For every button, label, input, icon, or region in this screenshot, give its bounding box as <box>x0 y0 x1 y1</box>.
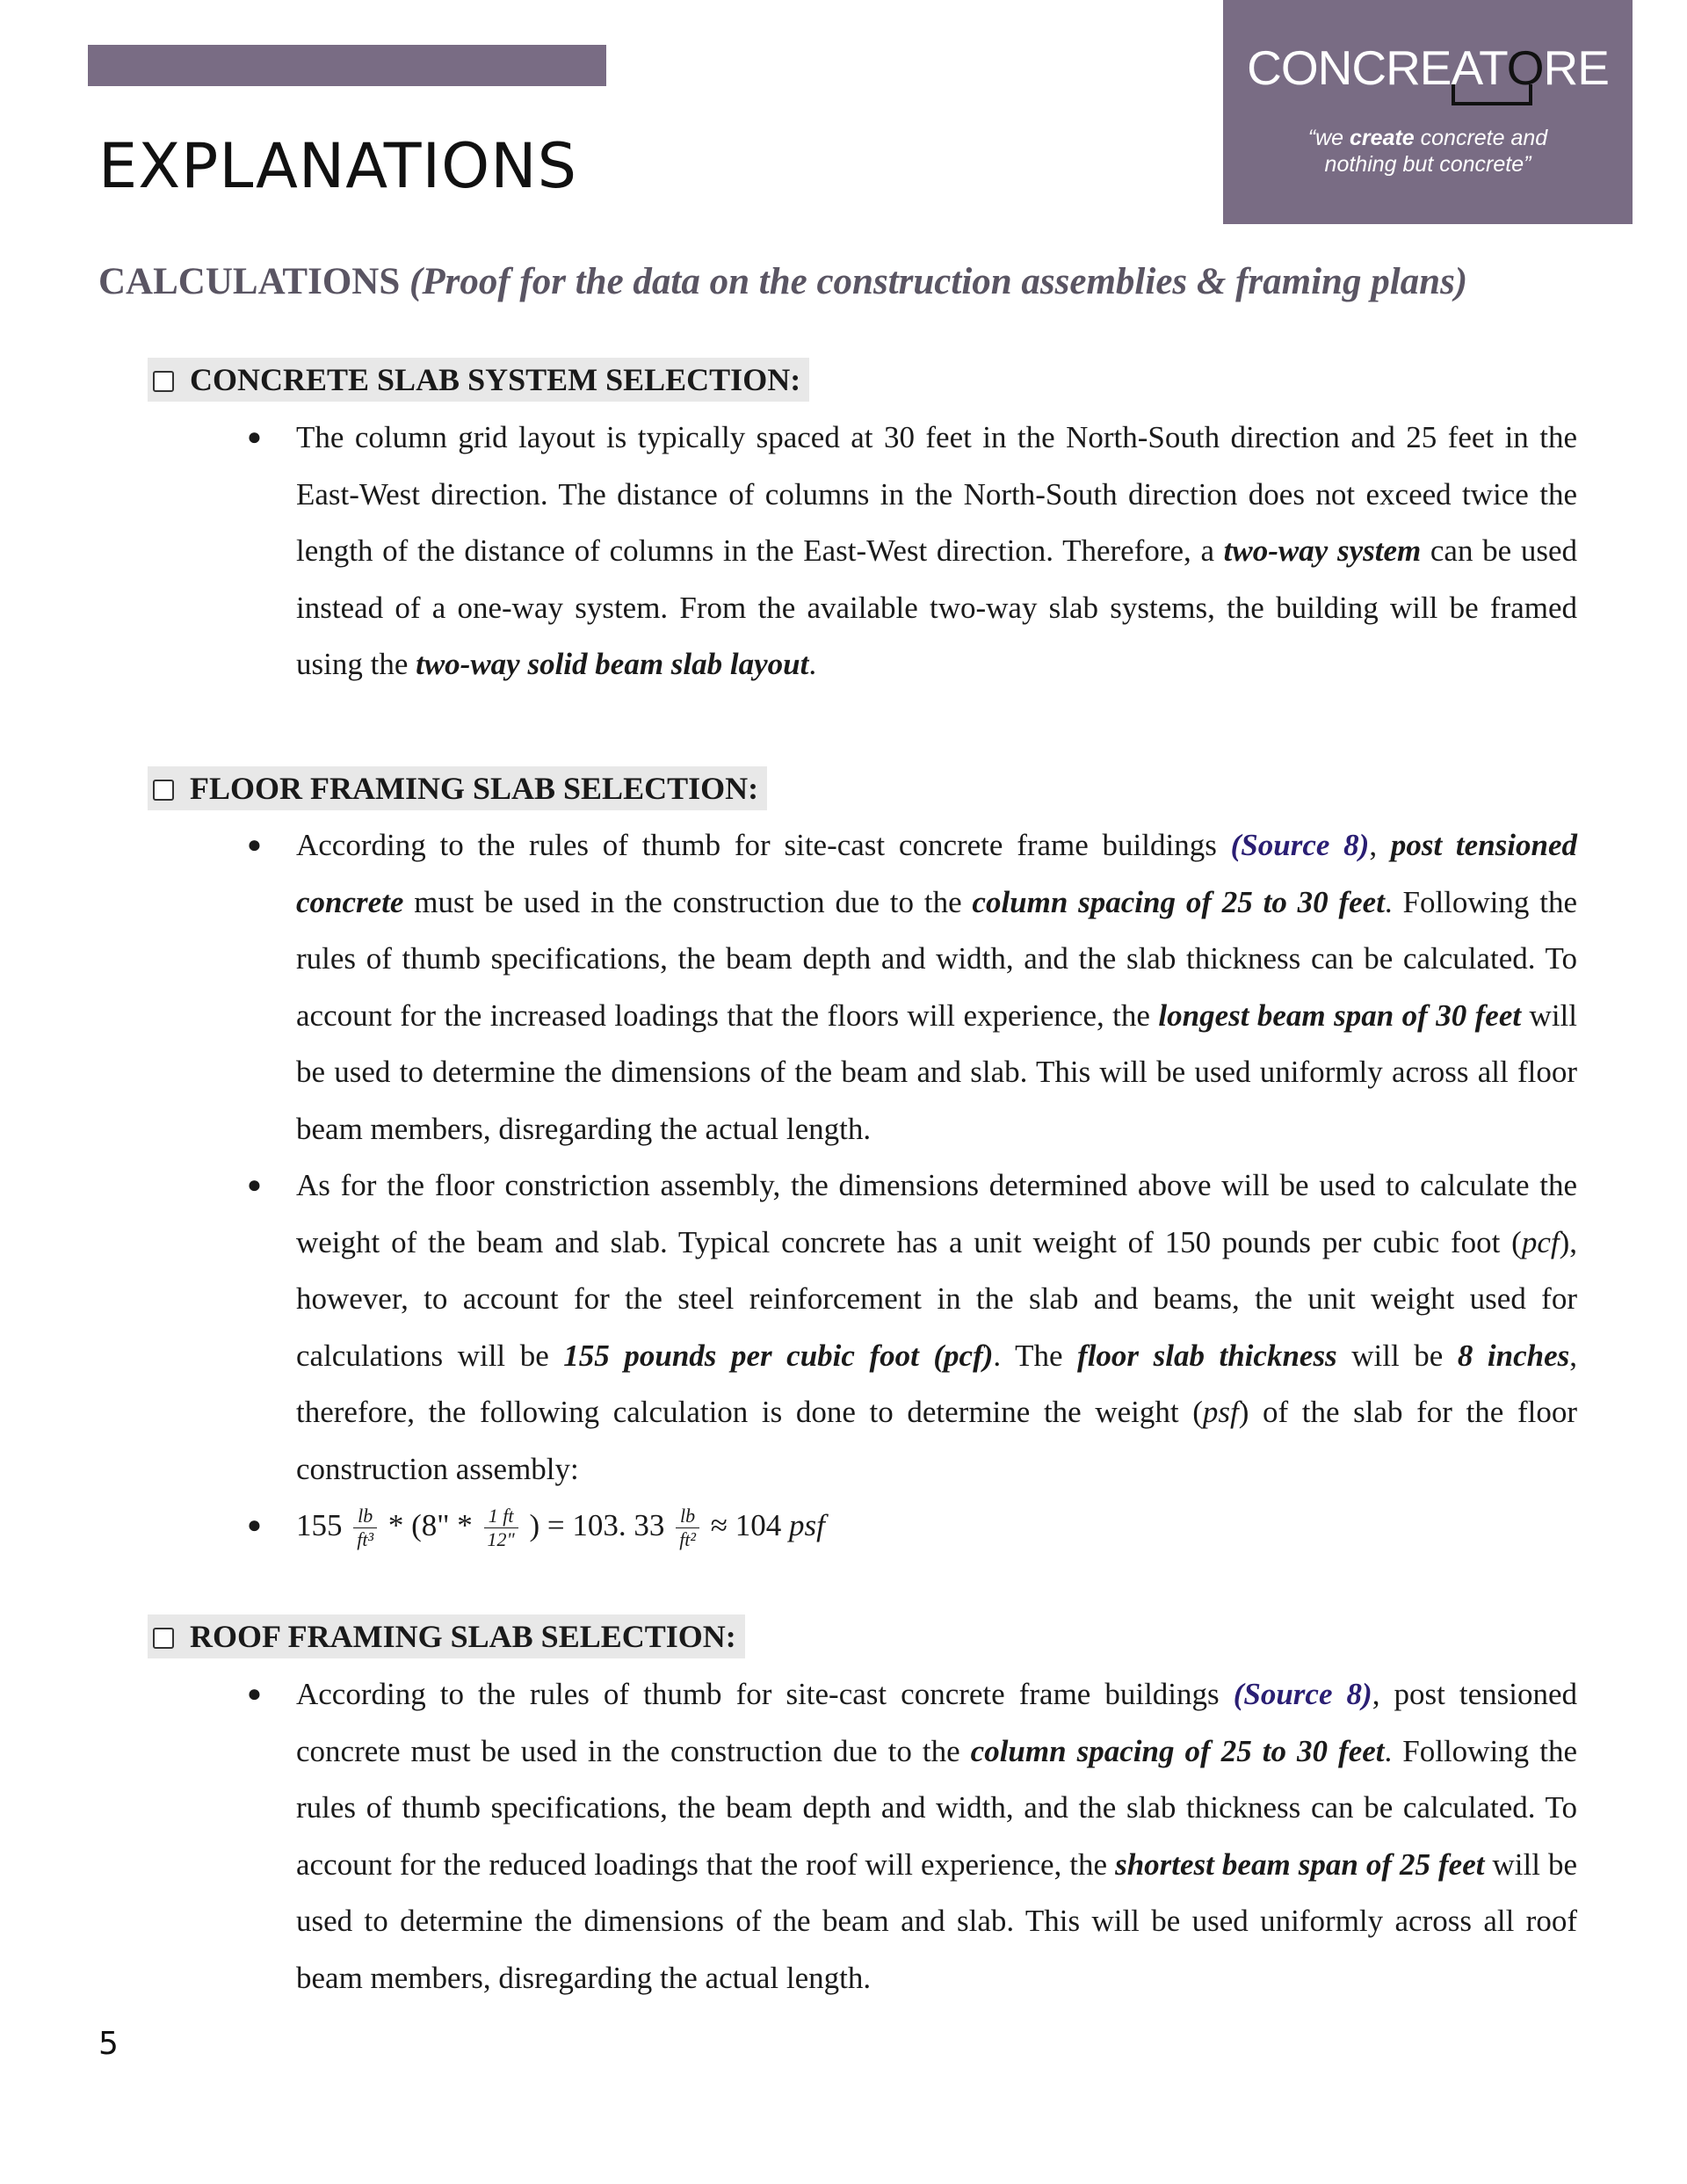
concreatore-logo <box>1223 0 1633 224</box>
section-heading-roof-framing: ROOF FRAMING SLAB SELECTION: <box>148 1614 745 1658</box>
concrete-slab-list <box>233 410 1577 693</box>
checkbox-icon <box>153 780 174 801</box>
header-accent-bar <box>88 45 606 86</box>
list-item: ● The column grid layout is typically spaced at 30 feet in the North-South direction and 25 feet in the East-West direction. The distance of columns in the North-South direction does not exceed twice the length of the distance of columns in the East-West direction. Therefore, a two-way system can be used instead of a one-way system. From the available two-way slab systems, the building will be framed using the two-way solid beam slab layout. <box>233 410 1577 693</box>
page-number: 5 <box>98 2026 119 2062</box>
section-heading-floor-framing: FLOOR FRAMING SLAB SELECTION: <box>148 766 767 810</box>
checkbox-icon <box>153 1628 174 1649</box>
checkbox-icon <box>153 371 174 392</box>
list-item: ● As for the floor constriction assembly, the dimensions determined above will be used to calculate the weight of the beam and slab. Typical concrete has a unit weight of 150 pounds per cubic foot (pcf), however, to account for the steel reinforcement in the slab and beams, the unit weight used for calculations will be 155 pounds per cubic foot (pcf). The floor slab thickness will be 8 inches, therefore, the following calculation is done to determine the weight (psf) of the slab for the floor construction assembly: <box>233 1157 1577 1498</box>
logo-tagline: “we create concrete and nothing but concrete” <box>1307 126 1548 177</box>
slab-weight-formula: ● 155 $\frac{lb}{\text{ft³}}$ * (8" * $\frac{1 ft}{12"}$ ) = 103. 33 $\frac{lb}{\text{ft²}}$ ≈ 104 psf <box>233 1498 1577 1555</box>
section-heading-concrete-slab: CONCRETE SLAB SYSTEM SELECTION: <box>148 358 809 402</box>
list-item: ● According to the rules of thumb for site-cast concrete frame buildings (Source 8), post tensioned concrete must be used in the construction due to the column spacing of 25 to 30 feet. Following the rules of thumb specifications, the beam depth and width, and the slab thickness can be calculated. To account for the reduced loadings that the roof will experience, the shortest beam span of 25 feet will be used to determine the dimensions of the beam and slab. This will be used uniformly across all roof beam members, disregarding the actual length. <box>233 1666 1577 2006</box>
floor-framing-list <box>233 817 1577 1555</box>
list-item: ● According to the rules of thumb for site-cast concrete frame buildings (Source 8), post tensioned concrete must be used in the construction due to the column spacing of 25 to 30 feet. Following the rules of thumb specifications, the beam depth and width, and the slab thickness can be calculated. To account for the increased loadings that the floors will experience, the longest beam span of 30 feet will be used to determine the dimensions of the beam and slab. This will be used uniformly across all floor beam members, disregarding the actual length. <box>233 817 1577 1157</box>
source-reference: (Source 8) <box>1230 828 1370 862</box>
page-title: EXPLANATIONS <box>98 130 577 202</box>
calculations-subheading: (Proof for the data on the construction assemblies & framing plans) <box>409 261 1468 302</box>
logo-bracket-mark <box>1452 84 1532 105</box>
logo-wordmark: CONCREATORE <box>1247 40 1609 95</box>
calculations-heading: CALCULATIONS (Proof for the data on the construction assemblies & framing plans) <box>98 261 1468 302</box>
roof-framing-list <box>233 1666 1577 2006</box>
source-reference: (Source 8) <box>1233 1677 1372 1711</box>
